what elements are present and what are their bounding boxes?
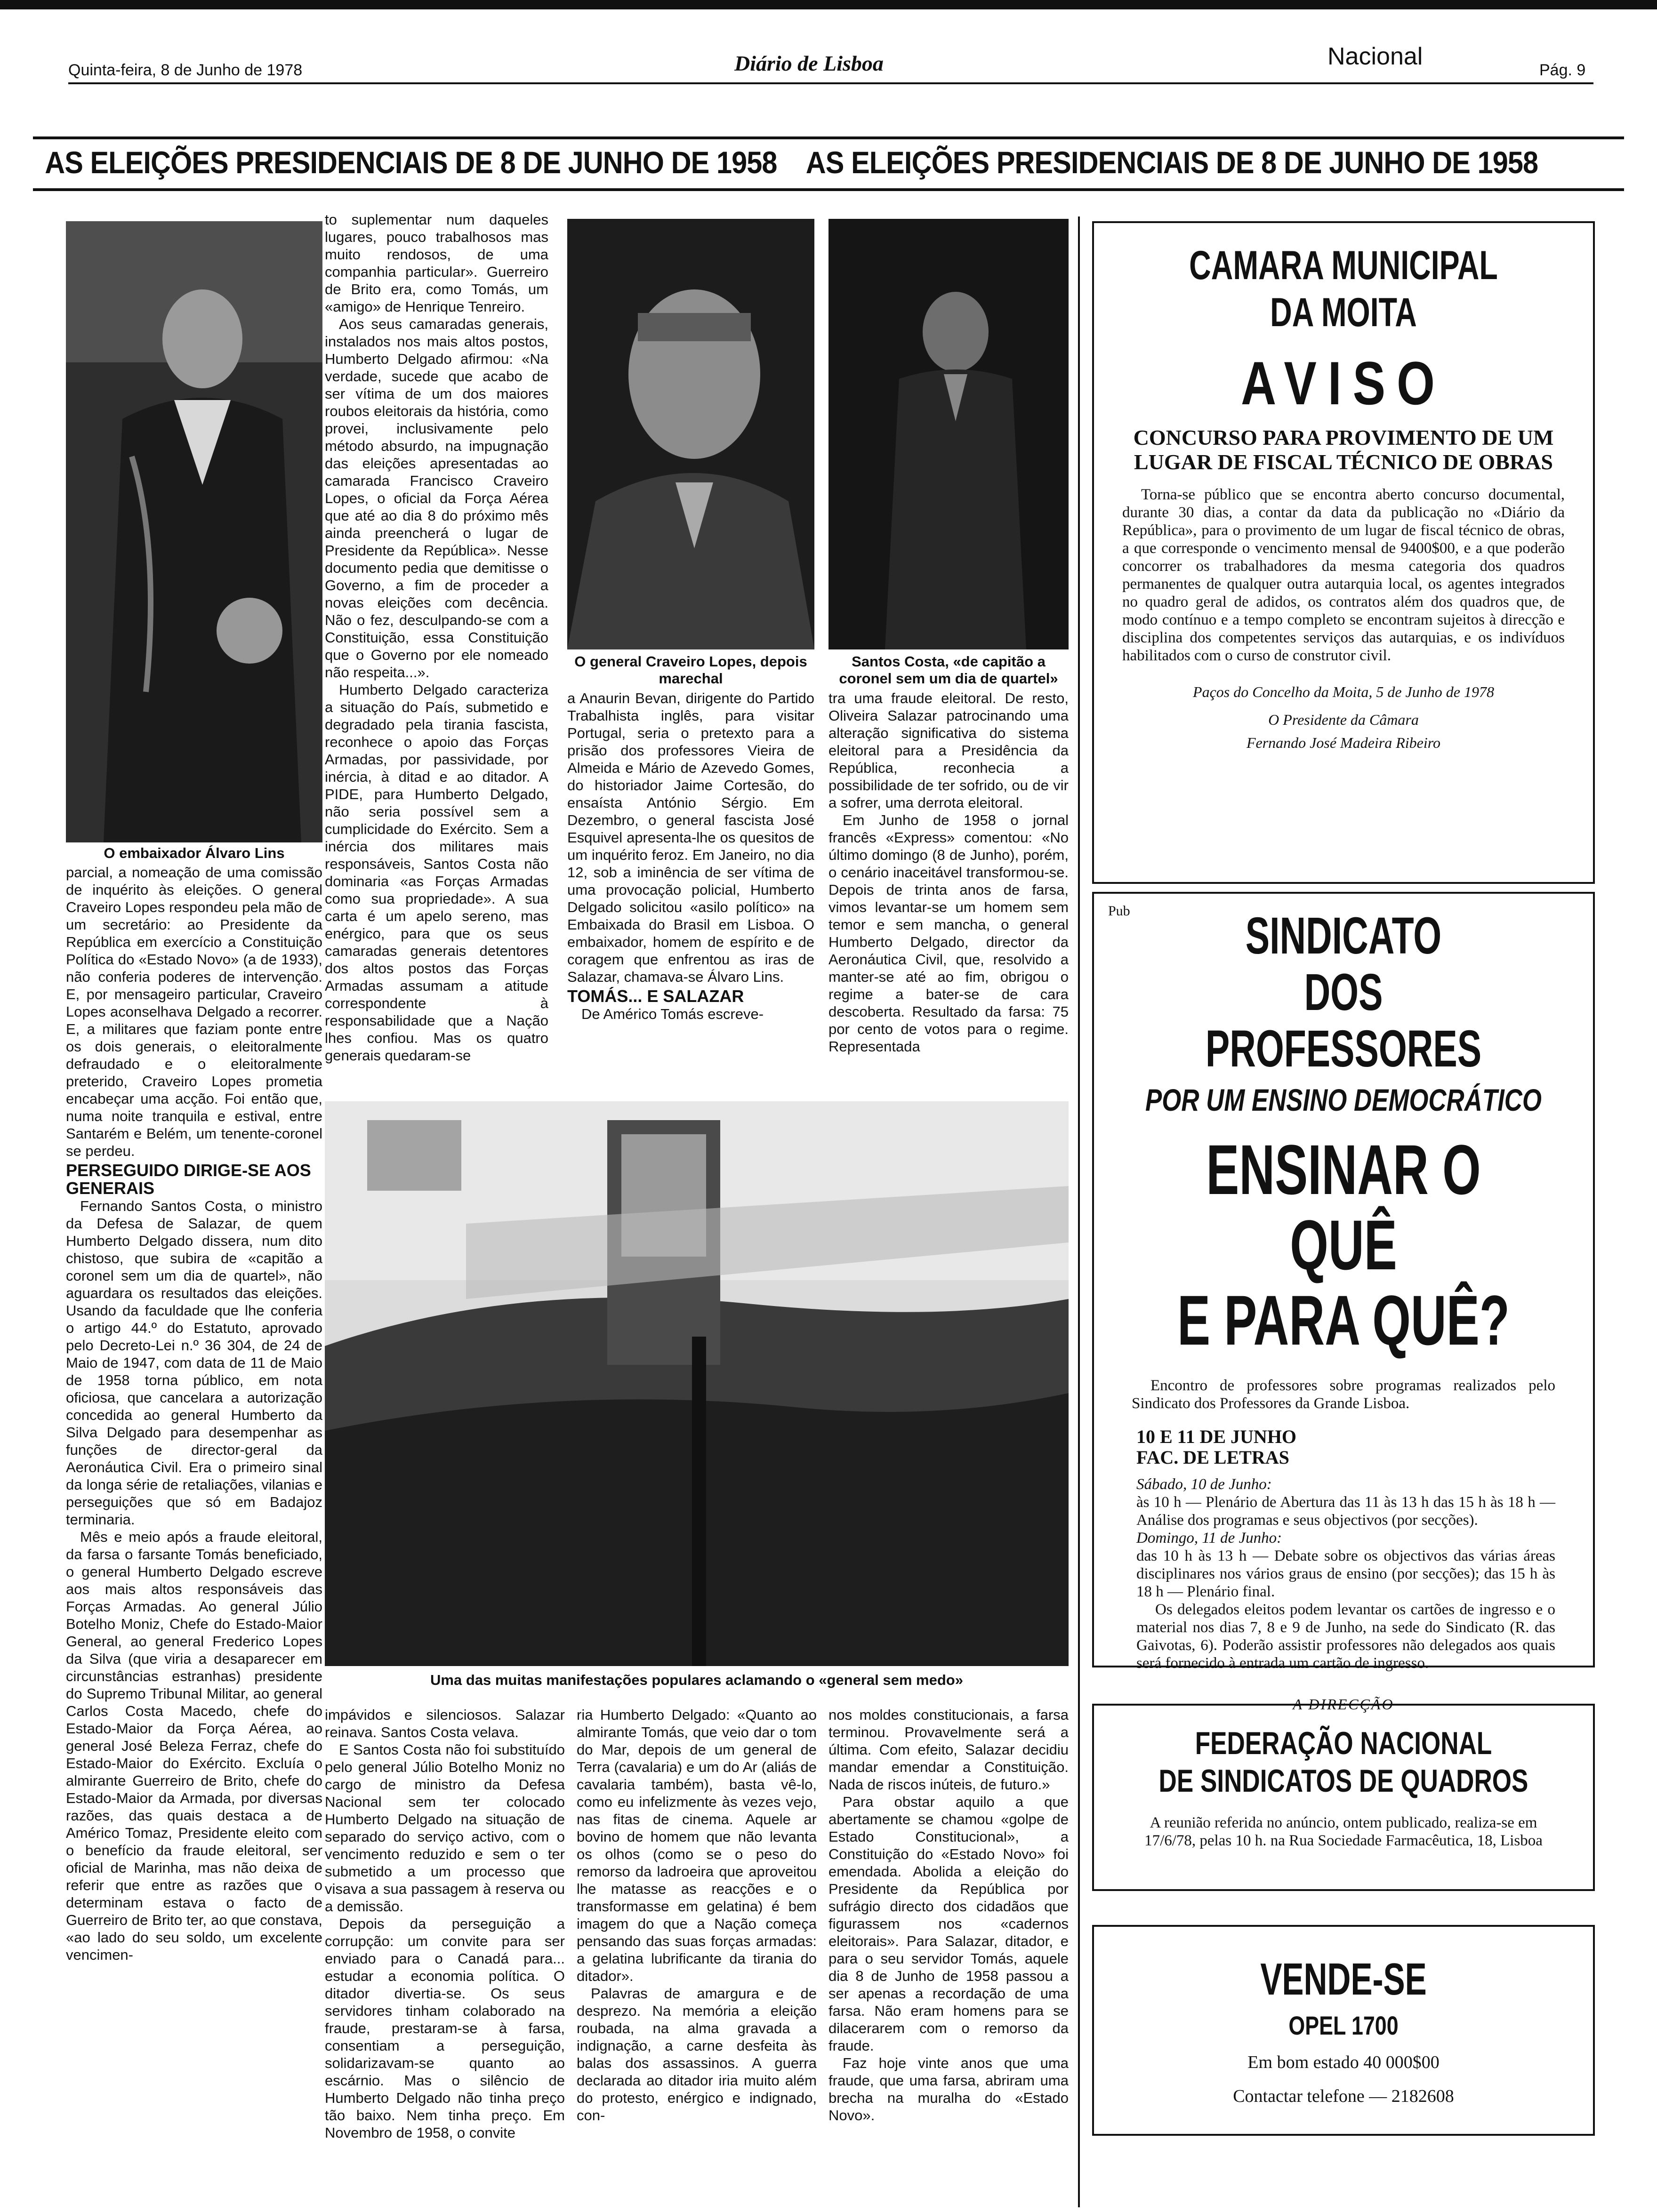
article-column-1 — [66, 864, 322, 1964]
article-column-bottom-3 — [577, 1706, 817, 2124]
banner-rule-bottom — [33, 188, 1624, 191]
photo-santos-costa — [828, 219, 1069, 649]
article-paragraph: Depois da perseguição a corrupção: um convite para ser enviado para o Canadá para... estudar a economia política. O ditador divertia-se. Os seus servidores tinham colaborado na fraude, prestaram-se à farsa, consentiam a perseguição, solidarizavam-se quanto ao escárnio. Mas o silêncio de Humberto Delgado não tinha preço tão baixo. Nem tinha preço. Em Novembro de 1958, o convite — [325, 1915, 565, 2141]
ad-sindicato-headline-2: E PARA QUÊ? — [1177, 1281, 1510, 1360]
ad-sindicato-headline-1: ENSINAR O QUÊ — [1206, 1130, 1481, 1284]
ad-sindicato-sun-label: Domingo, 11 de Junho: — [1136, 1530, 1282, 1547]
ad-federacao-title-2: DE SINDICATOS DE QUADROS — [1158, 1763, 1528, 1799]
article-paragraph: Fernando Santos Costa, o ministro da Defesa de Salazar, de quem Humberto Delgado dissera, num dito chistoso, que subira de «capitão a coronel sem um dia de quartel», não aguardara os resultados das eleições. Usando da faculdade que lhe conferia o artigo 44.º do Estatuto, aprovado pelo Decreto-Lei n.º 36 304, de 24 de Maio de 1947, com data de 11 de Maio de 1958 torna público, em nota oficiosa, que cancelara a autorização concedida ao general Humberto da Silva Delgado para desempenhar as funções de director-geral da Aeronáutica Civil. Era o primeiro sinal da longa série de retaliações, vilanias e perseguições que só em Badajoz terminaria. — [66, 1198, 322, 1528]
caption-main: Uma das muitas manifestações populares aclamando o «general sem medo» — [430, 1672, 963, 1688]
banner-text-1: AS ELEIÇÕES PRESIDENCIAIS DE 8 DE JUNHO DE 1958 — [45, 145, 777, 180]
article-paragraph: De Américo Tomás escreve- — [581, 1006, 764, 1022]
ad-sindicato-note: Os delegados eleitos podem levantar os cartões de ingresso e o material nos dias 7, 8 e 9 de Junho, na sede do Sindicato (R. das Gaivotas, 6). Poderão assistir professores não delegados aos quais será fornecido à entrada um cartão de ingresso. — [1136, 1601, 1555, 1672]
page-number: Pág. 9 — [1539, 61, 1586, 79]
article-column-bottom-2 — [325, 1706, 565, 2141]
ad-sindicato-dates: 10 E 11 DE JUNHO — [1136, 1426, 1297, 1447]
ad-sindicato-title-1: SINDICATO — [1245, 907, 1442, 965]
ad-federacao-body: A reunião referida no anúncio, ontem publicado, realiza-se em 17/6/78, pelas 10 h. na Rua Sociedade Farmacêutica, 18, Lisboa — [1144, 1814, 1543, 1849]
ad-moita-subtitle: CONCURSO PARA PROVIMENTO DE UM LUGAR DE FISCAL TÉCNICO DE OBRAS — [1133, 425, 1554, 474]
top-rule — [0, 0, 1657, 9]
article-column-4 — [828, 689, 1069, 1055]
ad-moita-aviso: AVISO — [1241, 349, 1446, 417]
ad-moita-role: O Presidente da Câmara — [1268, 711, 1419, 728]
ad-sindicato-tagline: POR UM ENSINO DEMOCRÁTICO — [1145, 1082, 1542, 1117]
masthead: Diário de Lisboa — [734, 51, 884, 75]
article-paragraph: E Santos Costa não foi substituído pelo general Júlio Botelho Moniz no cargo de ministro da Defesa Nacional sem ter colocado Humberto Delgado na situação de separado do serviço activo, com o vencimento reduzido e sem o ter submetido a um processo que visava a sua passagem à reserva ou a demissão. — [325, 1741, 565, 1915]
ad-sindicato-title-2: DOS PROFESSORES — [1205, 963, 1482, 1078]
ad-moita-title-2: DA MOITA — [1270, 290, 1417, 335]
article-paragraph: Em Junho de 1958 o jornal francês «Express» comentou: «No último domingo (8 de Junho), porém, o cenário inaceitável transformou-se. Depois de trinta anos de farsa, vimos levantar-se um homem sem temor e sem mancha, o general Humberto Delgado, director da Aeronáutica Civil, que, resolvido a manter-se até ao fim, obrigou o regime a bater-se de cara descoberta. Resultado da farsa: 75 por cento de votos para o regime. Representada — [828, 812, 1069, 1055]
ad-sindicato-sun-body: das 10 h às 13 h — Debate sobre os objectivos das várias áreas disciplinares nos vários graus de ensino (por secções); das 15 h às 18 h — Plenário final. — [1136, 1547, 1555, 1600]
ad-vende-model: OPEL 1700 — [1288, 2011, 1399, 2040]
caption-costa: Santos Costa, «de capitão a coronel sem um dia de quartel» — [839, 653, 1058, 687]
ad-moita-title-1: CAMARA MUNICIPAL — [1189, 243, 1498, 288]
ad-sindicato-sat-label: Sábado, 10 de Junho: — [1136, 1476, 1272, 1493]
article-paragraph: Para obstar aquilo a que abertamente se chamou «golpe de Estado Constitucional», a Constituição do «Estado Novo» foi emendada. Abolida a eleição do Presidente da República por sufrágio directo dos cidadãos que figurassem nos «cadernos eleitorais». Para Salazar, ditador, e para o seu servidor Tomás, aquele dia 8 de Junho de 1958 passou a ser apenas a recordação de uma farsa. Não eram homens para se dilacerarem com o remorso da fraude. — [828, 1794, 1069, 2054]
ad-sindicato-sat-body: às 10 h — Plenário de Abertura das 11 às 13 h das 15 h às 18 h — Análise dos programas e seus objectivos (por secções). — [1136, 1494, 1555, 1529]
caption-lins: O embaixador Álvaro Lins — [104, 845, 285, 861]
caption-craveiro: O general Craveiro Lopes, depois marechal — [574, 653, 807, 687]
banner-headline — [33, 141, 1538, 184]
banner-text-2: AS ELEIÇÕES PRESIDENCIAIS DE 8 DE JUNHO DE 1958 — [805, 145, 1538, 180]
article-paragraph: Mês e meio após a fraude eleitoral, da farsa o farsante Tomás beneficiado, o general Humberto Delgado escreve aos mais altos responsáveis das Forças Armadas. Ao general Júlio Botelho Moniz, Chefe do Estado-Maior General, ao general Frederico Lopes da Silva (que viria a desaparecer em circunstâncias estranhas) presidente do Supremo Tribunal Militar, ao general Carlos Costa Macedo, chefe do Estado-Maior da Força Aérea, ao general José Beleza Ferraz, chefe do Estado-Maior do Exército. Excluía o almirante Guerreiro de Brito, chefe do Estado-Maior da Armada, por diversas razões, das quais destaca a de Américo Tomaz, Presidente eleito com o benefício da fraude eleitoral, ser oficial de Marinha, mas não deixa de referir que entre as razões que o determinam estava o facto de Guerreiro de Brito ter, ao que constava, «ao lado do seu soldo, um excelente vencimen- — [66, 1529, 322, 1963]
article-paragraph: Palavras de amargura e de desprezo. Na memória a eleição roubada, na alma gravada a indignação, a carne desfeita às balas dos assassinos. A guerra declarada ao ditador iria muito além do protesto, enérgico e indignado, con- — [577, 1985, 817, 2124]
ad-sindicato-intro: Encontro de professores sobre programas realizados pelo Sindicato dos Professores da Grande Lisboa. — [1132, 1377, 1555, 1412]
article-column-bottom-4 — [828, 1706, 1069, 2124]
ad-vende-title: VENDE-SE — [1260, 1954, 1427, 2004]
ad-vende-contact: Contactar telefone — 2182608 — [1233, 2086, 1454, 2106]
ad-federacao-nacional — [1092, 1704, 1595, 1891]
ad-camara-moita — [1092, 221, 1595, 884]
header-rule — [68, 82, 1593, 84]
article-paragraph: parcial, a nomeação de uma comissão de inquérito às eleições. O general Craveiro Lopes respondeu pela mão de um secretário: ao Presidente da República em exercício a Constituição Política do «Estado Novo» (a de 1933), não conferia poderes de intervenção. E, por mensageiro particular, Craveiro Lopes aconselhava Delgado a recorrer. E, a militares que faziam ponte entre os dois generais, o eleitoralmente defraudado e o eleitoralmente preterido, Craveiro Lopes prometia encabeçar uma acção. Foi então que, numa noite tranquila e estival, entre Santarém e Belém, um tenente-coronel se perdeu. — [66, 864, 322, 1159]
ad-federacao-title-1: FEDERAÇÃO NACIONAL — [1195, 1725, 1492, 1761]
photo-alvaro-lins — [66, 221, 322, 842]
subhead-perseguido: PERSEGUIDO DIRIGE-SE AOS GENERAIS — [66, 1161, 311, 1198]
article-column-3 — [567, 689, 814, 1023]
article-paragraph: nos moldes constitucionais, a farsa terminou. Provavelmente será a última. Com efeito, Salazar decidiu mandar emendar a Constituição. Nada de riscos inúteis, de futuro.» — [828, 1707, 1069, 1793]
ad-sindicato-sign: A DIRECÇÃO — [1293, 1696, 1394, 1713]
article-paragraph: Faz hoje vinte anos que uma fraude, que uma farsa, abriram uma brecha na muralha do «Estado Novo». — [828, 2055, 1069, 2124]
photo-craveiro-lopes — [567, 219, 814, 649]
ad-sindicato-professores — [1092, 892, 1595, 1713]
section-name: Nacional — [1327, 43, 1423, 70]
article-paragraph: a Anaurin Bevan, dirigente do Partido Trabalhista inglês, para visitar Portugal, seria o pretexto para a prisão dos professores Vieira de Almeida e Mário de Azevedo Gomes, do historiador Jaime Cortesão, do ensaísta António Sérgio. Em Dezembro, o general fascista José Esquivel apresenta-lhe os quesitos de um inquérito feroz. Em Janeiro, no dia 12, sob a iminência de ser vítima de uma provocação policial, Humberto Delgado solicitou «asilo político» na Embaixada do Brasil em Lisboa. O embaixador, homem de espírito e de coragem que enfrentou as iras de Salazar, chamava-se Álvaro Lins. — [567, 690, 814, 985]
ad-pub-label: Pub — [1108, 903, 1130, 919]
issue-date: Quinta-feira, 8 de Junho de 1978 — [68, 61, 303, 79]
article-paragraph: ria Humberto Delgado: «Quanto ao almirante Tomás, que veio dar o tom do Mar, depois de um general de Terra (cavalaria) e um do Ar (aliás de cavalaria também), basta vê-lo, como eu infelizmente às vezes vejo, nas fitas de cinema. Aquele ar bovino de homem que não levanta os olhos (como se o peso do remorso da ladroeira que aproveitou lhe matasse as reacções e o transformasse em gelatina) é bem imagem do que a Nação começa pensando das suas forças armadas: a gelatina lubrificante da tirania do ditador». — [577, 1707, 817, 1984]
article-paragraph: Aos seus camaradas generais, instalados nos mais altos postos, Humberto Delgado afirmou: «Na verdade, sucede que acabo de ser vítima de um dos maiores roubos eleitorais da história, como provei, inclusivamente pelo método absurdo, na impugnação das eleições apresentadas ao camarada Francisco Craveiro Lopes, o oficial da Força Aérea que até ao dia 8 do próximo mês ainda preencherá o lugar de Presidente da República». Nesse documento pedia que demitisse o Governo, a fim de proceder a novas eleições com decência. Não o fez, desculpando-se com a Constituição, essa Constituição que o Governo por ele nomeado não respeita...». — [325, 316, 548, 681]
ad-vende-state: Em bom estado 40 000$00 — [1247, 2052, 1440, 2072]
article-paragraph: Humberto Delgado caracteriza a situação do País, submetido e degradado pela tirania fascista, reconhece o apoio das Forças Armadas, por passividade, por inércia, à ditad e ao ditador. A PIDE, para Humberto Delgado, não seria possível sem a cumplicidade do Exército. Sem a inércia dos militares mais responsáveis, Santos Costa não dominaria «as Forças Armadas como sua propriedade». A sua carta é um apelo sereno, mas enérgico, para que os seus camaradas generais detentores dos altos postos das Forças Armadas assumam a atitude correspondente à responsabilidade que a Nação lhes confiou. Mas os quatro generais quedaram-se — [325, 681, 548, 1064]
article-column-2 — [325, 211, 548, 1064]
ad-sindicato-venue: FAC. DE LETRAS — [1136, 1447, 1289, 1468]
article-paragraph: to suplementar num daqueles lugares, pouco trabalhosos mas muito rendosos, de uma companhia particular». Guerreiro de Brito era, como Tomás, um «amigo» de Henrique Tenreiro. — [325, 211, 548, 315]
column-divider — [1078, 216, 1080, 2207]
subhead-tomas: TOMÁS... E SALAZAR — [567, 986, 744, 1006]
photo-demonstration — [325, 1101, 1069, 1666]
ad-moita-place: Paços do Concelho da Moita, 5 de Junho de 1978 — [1193, 683, 1494, 700]
ad-vende-se — [1092, 1925, 1595, 2136]
article-paragraph: impávidos e silenciosos. Salazar reinava. Santos Costa velava. — [325, 1707, 565, 1740]
article-paragraph: tra uma fraude eleitoral. De resto, Oliveira Salazar patrocinando uma alteração significativa do sistema eleitoral para a Presidência da República, reconhecia a possibilidade de ter sofrido, ou de vir a sofrer, uma derrota eleitoral. — [828, 690, 1069, 811]
ad-moita-body: Torna-se público que se encontra aberto concurso documental, durante 30 dias, a contar da data da publicação no «Diário da República», para o provimento de um lugar de fiscal técnico de obras, a que corresponde o vencimento mensal de 9400$00, e a que poderão concorrer os trabalhadores da mesma categoria dos quadros permanentes de qualquer outra autarquia local, os agentes integrados no quadro geral de adidos, os contratos além dos quadros que, de modo contínuo e a tempo completo se encontram sujeitos à direcção e disciplina dos competentes serviços das autarquias, e os indivíduos habilitados com o curso de construtor civil. — [1122, 486, 1565, 664]
ad-moita-name: Fernando José Madeira Ribeiro — [1246, 734, 1441, 751]
banner-rule-top — [33, 136, 1624, 139]
